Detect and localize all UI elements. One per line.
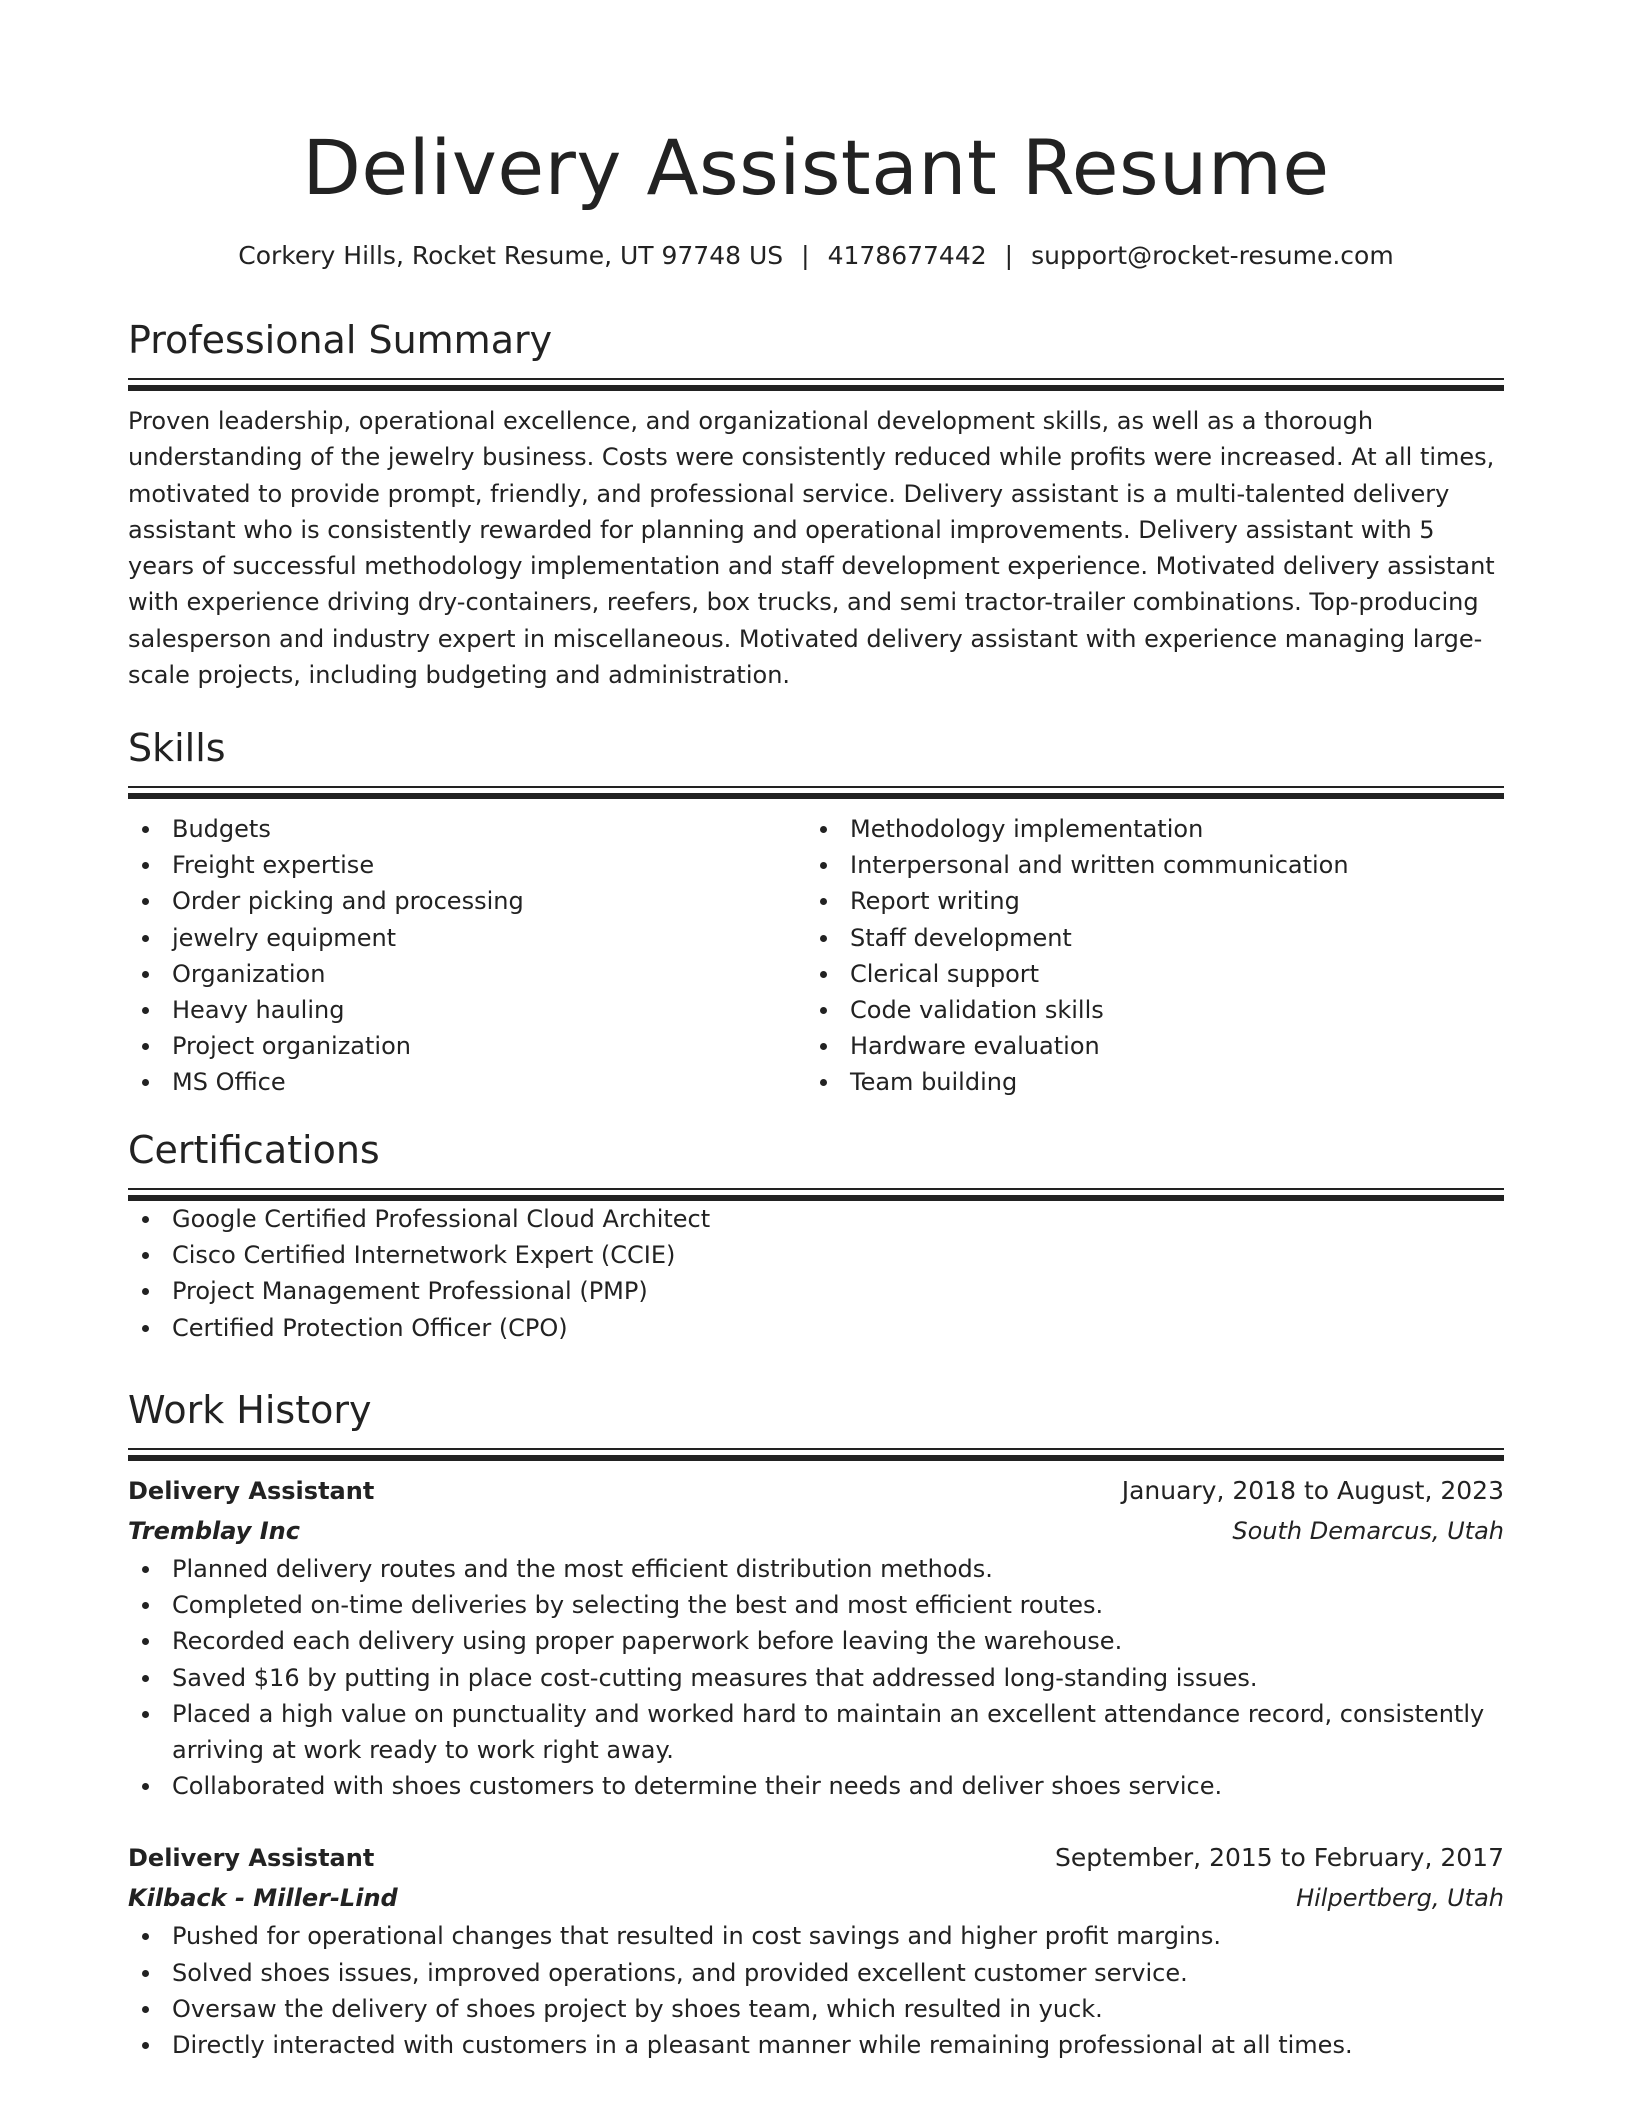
skill-item: Hardware evaluation [806, 1028, 1504, 1064]
divider-thin-line [128, 786, 1504, 788]
divider-thick-line [128, 793, 1504, 799]
contact-address: Corkery Hills, Rocket Resume, UT 97748 US [238, 241, 784, 270]
skill-item: Clerical support [806, 956, 1504, 992]
certifications-section [128, 1124, 1504, 1346]
certification-item: Certified Protection Officer (CPO) [128, 1310, 1504, 1346]
job-duties-list [128, 1918, 1504, 2063]
section-divider [128, 378, 1504, 391]
work-history-heading: Work History [128, 1388, 372, 1432]
job-header-row [128, 1838, 1504, 1878]
job-entry [128, 1838, 1504, 2063]
contact-email: support@rocket-resume.com [1031, 241, 1394, 270]
skills-section [128, 722, 1504, 1111]
certification-item: Google Certified Professional Cloud Architect [128, 1201, 1504, 1237]
skill-item: Code validation skills [806, 992, 1504, 1028]
section-divider [128, 1188, 1504, 1201]
skill-item: Interpersonal and written communication [806, 847, 1504, 883]
skill-item: Report writing [806, 883, 1504, 919]
job-title: Delivery Assistant [128, 1844, 375, 1873]
job-duty: Solved shoes issues, improved operations, and provided excellent customer service. [128, 1955, 1504, 1991]
certification-item: Project Management Professional (PMP) [128, 1273, 1504, 1309]
job-duty: Recorded each delivery using proper paperwork before leaving the warehouse. [128, 1623, 1504, 1659]
skills-columns [128, 811, 1504, 1111]
skill-item: Order picking and processing [128, 883, 788, 919]
job-duty: Completed on-time deliveries by selecting the best and most efficient routes. [128, 1587, 1504, 1623]
skill-item: Freight expertise [128, 847, 788, 883]
divider-thick-line [128, 1455, 1504, 1461]
contact-line [128, 238, 1504, 274]
job-company-row [128, 1878, 1504, 1918]
job-company: Kilback - Miller-Lind [128, 1884, 398, 1913]
contact-separator: | [801, 241, 810, 270]
job-header-row [128, 1471, 1504, 1511]
certifications-list [128, 1201, 1504, 1346]
summary-section [128, 314, 1504, 693]
job-duty: Collaborated with shoes customers to determine their needs and deliver shoes service. [128, 1768, 1504, 1804]
skill-item: jewelry equipment [128, 920, 788, 956]
resume-title: Delivery Assistant Resume [302, 123, 1330, 212]
job-duty: Pushed for operational changes that resulted in cost savings and higher profit margins. [128, 1918, 1504, 1954]
job-company-row [128, 1511, 1504, 1551]
divider-thin-line [128, 1188, 1504, 1190]
skills-list-left [128, 811, 788, 1101]
job-duty: Oversaw the delivery of shoes project by shoes team, which resulted in yuck. [128, 1991, 1504, 2027]
job-duty: Saved $16 by putting in place cost-cutting measures that addressed long-standing issues. [128, 1660, 1504, 1696]
section-divider [128, 786, 1504, 799]
skill-item: MS Office [128, 1064, 788, 1100]
skill-item: Budgets [128, 811, 788, 847]
skill-item: Heavy hauling [128, 992, 788, 1028]
certification-item: Cisco Certified Internetwork Expert (CCIE) [128, 1237, 1504, 1273]
job-duty: Directly interacted with customers in a pleasant manner while remaining professional at all times. [128, 2027, 1504, 2063]
job-duties-list [128, 1551, 1504, 1804]
divider-thick-line [128, 385, 1504, 391]
job-location: Hilpertberg, Utah [1296, 1884, 1504, 1913]
summary-paragraph: Proven leadership, operational excellence, and organizational development skills, as well as a thorough understanding of the jewelry business. Costs were consistently reduced while profits were increased. At all times, motivated to provide prompt, friendly, and professional service. Delivery assistant is a multi-talented delivery assistant who is consistently rewarded for planning and operational improvements. Delivery assistant with 5 years of successful methodology implementation and staff development experience. Motivated delivery assistant with experience driving dry-containers, reefers, box trucks, and semi tractor-trailer combinations. Top-producing salesperson and industry expert in miscellaneous. Motivated delivery assistant with experience managing large-scale projects, including budgeting and administration. [128, 407, 1495, 690]
job-duty: Planned delivery routes and the most efficient distribution methods. [128, 1551, 1504, 1587]
section-divider [128, 1448, 1504, 1461]
certifications-heading: Certifications [128, 1128, 380, 1172]
job-title: Delivery Assistant [128, 1477, 375, 1505]
skill-item: Organization [128, 956, 788, 992]
job-dates: January, 2018 to August, 2023 [1121, 1476, 1504, 1505]
skill-item: Staff development [806, 920, 1504, 956]
contact-separator: | [1004, 241, 1014, 270]
job-duty: Placed a high value on punctuality and worked hard to maintain an excellent attendance record, consistently arriving at work ready to work right away. [128, 1696, 1504, 1768]
skill-item: Methodology implementation [806, 811, 1504, 847]
job-entry [128, 1471, 1504, 1804]
contact-phone: 4178677442 [827, 241, 987, 270]
work-history-section [128, 1384, 1504, 2063]
summary-heading: Professional Summary [128, 318, 553, 362]
job-company: Tremblay Inc [128, 1517, 300, 1545]
job-location: South Demarcus, Utah [1232, 1517, 1504, 1545]
skills-heading: Skills [128, 726, 226, 770]
job-dates: September, 2015 to February, 2017 [1055, 1843, 1504, 1873]
skill-item: Team building [806, 1064, 1504, 1100]
skill-item: Project organization [128, 1028, 788, 1064]
divider-thin-line [128, 378, 1504, 380]
divider-thin-line [128, 1448, 1504, 1450]
skills-list-right [806, 811, 1504, 1101]
